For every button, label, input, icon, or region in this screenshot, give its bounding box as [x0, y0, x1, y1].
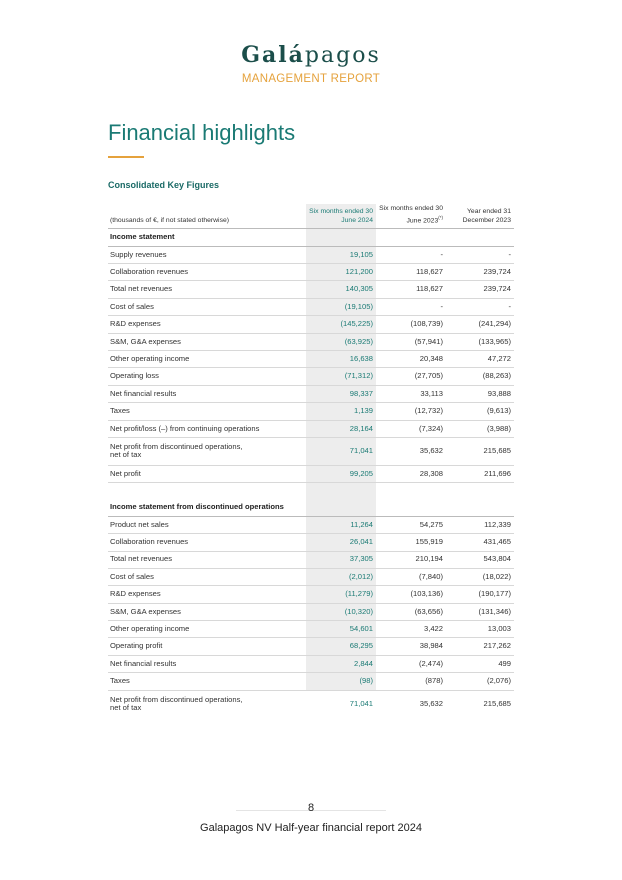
value-h1-2023: (63,656) [376, 603, 446, 620]
value-h1-2023: - [376, 298, 446, 315]
row-label: Net financial results [108, 385, 306, 402]
value-fy-2023: 543,804 [446, 551, 514, 568]
row-label: Supply revenues [108, 246, 306, 263]
table-row [108, 403, 514, 420]
value-h1-2024: (19,105) [306, 298, 376, 315]
value-h1-2024: (63,925) [306, 333, 376, 350]
table-row [108, 690, 514, 718]
page-number: 8 [307, 802, 315, 814]
value-h1-2024: 71,041 [349, 698, 373, 708]
table-row [108, 551, 514, 568]
table-row [108, 673, 514, 690]
table-header-row [108, 204, 514, 229]
row-label: S&M, G&A expenses [108, 603, 306, 620]
row-label: Other operating income [108, 351, 306, 368]
value-h1-2024: (11,279) [306, 586, 376, 603]
value-h1-2024: 68,295 [306, 638, 376, 655]
page-title: Financial highlights [108, 120, 296, 145]
row-label: Total net revenues [108, 281, 306, 298]
column-header-h1-2023: Six months ended 30 June 2023(*) [376, 204, 446, 229]
value-fy-2023: 239,724 [446, 264, 514, 281]
value-h1-2023: 118,627 [376, 264, 446, 281]
value-h1-2024: 11,264 [306, 516, 376, 533]
value-h1-2023: 3,422 [376, 621, 446, 638]
value-fy-2023: (133,965) [446, 333, 514, 350]
value-h1-2023: (878) [376, 673, 446, 690]
row-label: Net profit/loss (–) from continuing operations [108, 420, 306, 437]
table-row [108, 465, 514, 482]
table-row [108, 420, 514, 437]
value-fy-2023: (190,177) [446, 586, 514, 603]
spacer-row [108, 483, 514, 500]
table-row [108, 437, 514, 465]
key-figures-table [108, 204, 514, 718]
value-fy-2023: (9,613) [446, 403, 514, 420]
value-fy-2023: 215,685 [446, 437, 514, 465]
value-fy-2023: 215,685 [483, 698, 511, 708]
value-h1-2024: 71,041 [306, 437, 376, 465]
value-fy-2023: (18,022) [446, 568, 514, 585]
table-row [108, 621, 514, 638]
table-row [108, 516, 514, 533]
row-label: Operating loss [108, 368, 306, 385]
table-row [108, 281, 514, 298]
table-row [108, 385, 514, 402]
row-label: Total net revenues [108, 551, 306, 568]
value-fy-2023: 13,003 [446, 621, 514, 638]
row-label: Product net sales [108, 516, 306, 533]
column-header-h1-2024: Six months ended 30 June 2024 [306, 204, 376, 229]
value-fy-2023: (88,263) [446, 368, 514, 385]
table-row [108, 351, 514, 368]
value-h1-2023: 155,919 [376, 534, 446, 551]
key-figures-table-container [108, 204, 514, 718]
value-h1-2024: 1,139 [306, 403, 376, 420]
row-label: Cost of sales [108, 568, 306, 585]
value-h1-2023: (12,732) [376, 403, 446, 420]
value-fy-2023: - [446, 298, 514, 315]
value-h1-2023: 210,194 [376, 551, 446, 568]
value-h1-2024: 54,601 [306, 621, 376, 638]
value-h1-2023: (27,705) [376, 368, 446, 385]
value-fy-2023: (2,076) [446, 673, 514, 690]
value-h1-2023: (2,474) [376, 655, 446, 672]
row-label: S&M, G&A expenses [108, 333, 306, 350]
row-label: Net profit [108, 465, 306, 482]
table-row [108, 264, 514, 281]
table-row [108, 368, 514, 385]
report-subtitle: MANAGEMENT REPORT [241, 73, 381, 85]
section-heading: Consolidated Key Figures [108, 180, 220, 190]
value-fy-2023: 217,262 [446, 638, 514, 655]
row-label: Collaboration revenues [108, 264, 306, 281]
spacer-cell [108, 483, 514, 500]
value-h1-2023: 35,632 [376, 437, 446, 465]
value-h1-2024: 26,041 [306, 534, 376, 551]
value-h1-2024: 16,638 [306, 351, 376, 368]
value-fy-2023: 499 [446, 655, 514, 672]
value-h1-2024: 19,105 [306, 246, 376, 263]
row-label: Operating profit [108, 638, 306, 655]
company-logo: Galápagos [241, 42, 381, 68]
value-h1-2024: 99,205 [306, 465, 376, 482]
value-h1-2024: (98) [306, 673, 376, 690]
value-h1-2024: (145,225) [306, 316, 376, 333]
row-label: Net profit from discontinued operations, net of tax [110, 694, 243, 713]
row-label: Collaboration revenues [108, 534, 306, 551]
section-label: Income statement from discontinued operations [108, 499, 514, 516]
value-fy-2023: 93,888 [446, 385, 514, 402]
table-row [108, 246, 514, 263]
value-fy-2023: (241,294) [446, 316, 514, 333]
value-fy-2023: 112,339 [446, 516, 514, 533]
value-h1-2023: 28,308 [376, 465, 446, 482]
table-row [108, 586, 514, 603]
value-h1-2023: 33,113 [376, 385, 446, 402]
value-h1-2024: 98,337 [306, 385, 376, 402]
table-row [108, 333, 514, 350]
table-body [108, 229, 514, 718]
value-h1-2024: 121,200 [306, 264, 376, 281]
value-h1-2023: 35,632 [419, 698, 443, 708]
value-h1-2023: 20,348 [376, 351, 446, 368]
row-label: Taxes [108, 403, 306, 420]
value-fy-2023: 239,724 [446, 281, 514, 298]
row-label: R&D expenses [108, 316, 306, 333]
row-label: Net profit from discontinued operations, net of tax [108, 437, 306, 465]
table-row [108, 534, 514, 551]
value-h1-2023: 54,275 [376, 516, 446, 533]
table-row [108, 298, 514, 315]
row-label: Other operating income [108, 621, 306, 638]
title-underline [108, 156, 144, 158]
table-row [108, 603, 514, 620]
footer-text: Galapagos NV Half-year financial report 2024 [200, 822, 422, 834]
value-fy-2023: 211,696 [446, 465, 514, 482]
value-h1-2024: (10,320) [306, 603, 376, 620]
table-row [108, 638, 514, 655]
value-h1-2023: 118,627 [376, 281, 446, 298]
value-fy-2023: (3,988) [446, 420, 514, 437]
value-h1-2023: (103,136) [376, 586, 446, 603]
value-h1-2023: (57,941) [376, 333, 446, 350]
row-label: Cost of sales [108, 298, 306, 315]
row-label: Net financial results [108, 655, 306, 672]
value-h1-2024: 37,305 [306, 551, 376, 568]
column-header-fy-2023: Year ended 31 December 2023 [446, 204, 514, 229]
value-h1-2023: (7,324) [376, 420, 446, 437]
section-row [108, 499, 514, 516]
value-h1-2024: 2,844 [306, 655, 376, 672]
value-h1-2024: 140,305 [306, 281, 376, 298]
value-fy-2023: 47,272 [446, 351, 514, 368]
section-row [108, 229, 514, 246]
value-h1-2023: (7,840) [376, 568, 446, 585]
value-fy-2023: (131,346) [446, 603, 514, 620]
value-h1-2024: (2,012) [306, 568, 376, 585]
value-h1-2024: (71,312) [306, 368, 376, 385]
row-label: R&D expenses [108, 586, 306, 603]
table-row [108, 568, 514, 585]
value-h1-2024: 28,164 [306, 420, 376, 437]
value-fy-2023: 431,465 [446, 534, 514, 551]
value-h1-2023: - [376, 246, 446, 263]
section-label: Income statement [108, 229, 514, 246]
row-label: Taxes [108, 673, 306, 690]
unit-note: (thousands of €, if not stated otherwise) [108, 204, 306, 229]
table-row [108, 655, 514, 672]
value-h1-2023: 38,984 [376, 638, 446, 655]
table-row [108, 316, 514, 333]
value-h1-2023: (108,739) [376, 316, 446, 333]
value-fy-2023: - [446, 246, 514, 263]
